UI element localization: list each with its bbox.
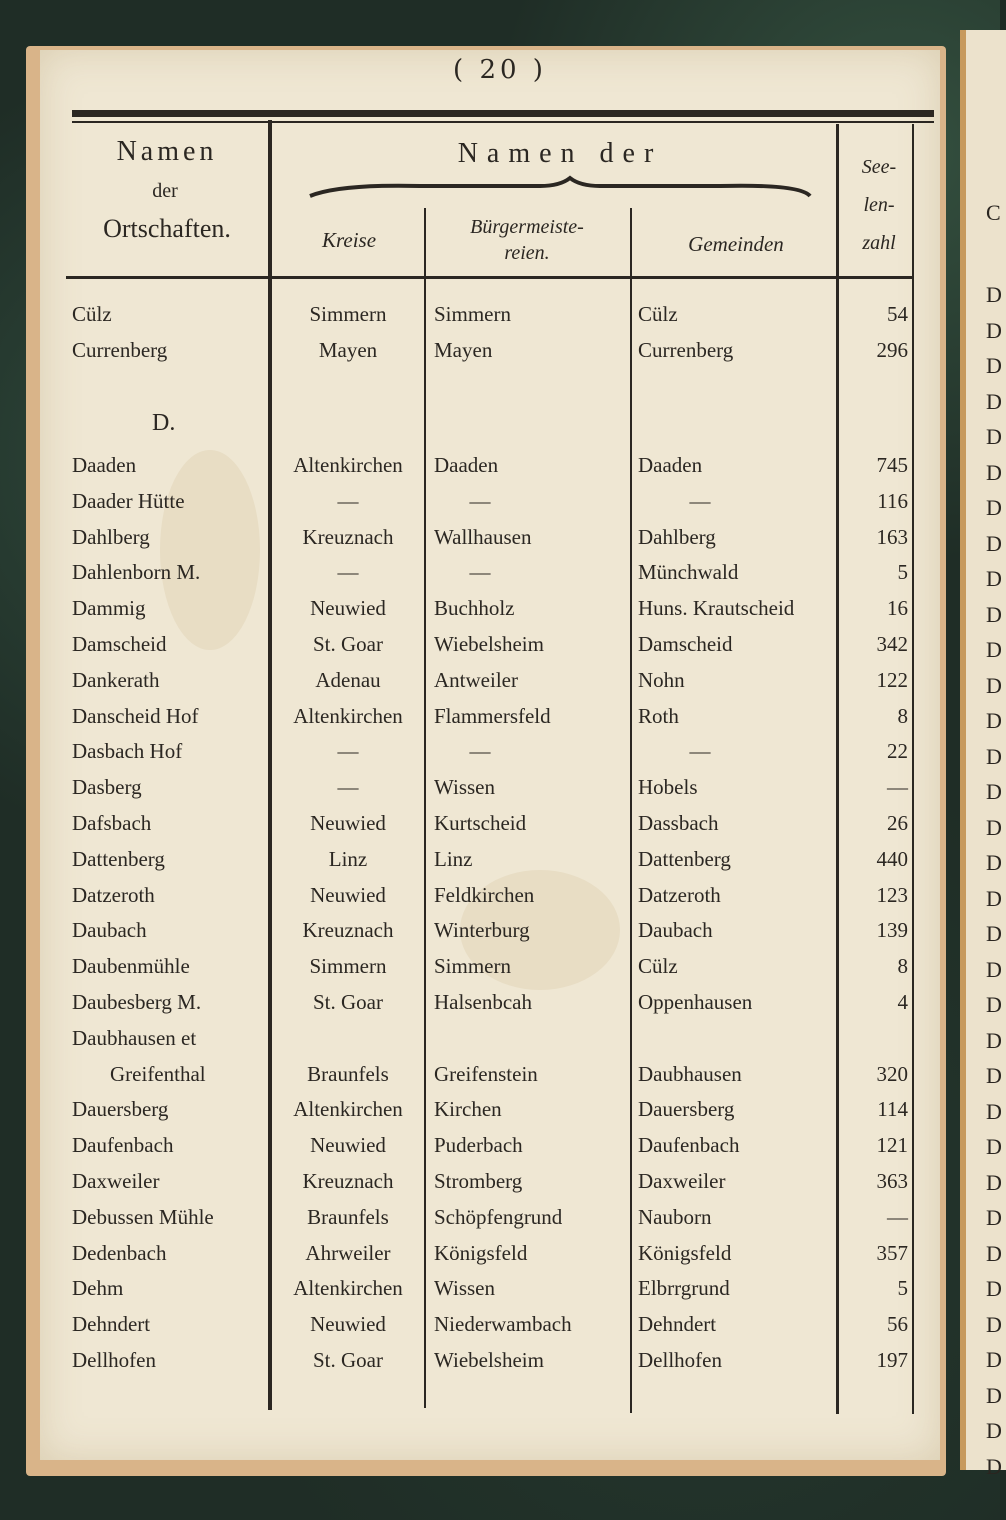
kreis-name: Altenkirchen [293, 1276, 403, 1301]
next-page-letter: D [986, 1134, 1002, 1159]
table-row [0, 332, 908, 368]
table-row [0, 447, 908, 483]
next-page-letter: D [986, 814, 1002, 840]
seelenzahl-value: 4 [897, 990, 908, 1014]
gemeinde-name: Dellhofen [638, 1348, 722, 1372]
seelenzahl-value: 320 [876, 1061, 908, 1086]
seelenzahl-value: 26 [887, 811, 908, 835]
seelenzahl-value: 296 [876, 338, 908, 362]
kreis-name: Linz [328, 846, 368, 871]
kreis-name: Altenkirchen [293, 1097, 403, 1122]
kreis-name: St. Goar [313, 990, 383, 1014]
ortschaft-name: Daaden [72, 453, 137, 477]
gemeinde-name: Hobels [638, 775, 698, 800]
seelenzahl-value: 114 [877, 1097, 908, 1122]
ortschaft-name: Dattenberg [72, 846, 165, 871]
gemeinde-name: Oppenhausen [638, 990, 753, 1014]
ortschaft-name: Dasbach Hof [72, 739, 183, 764]
seelenzahl-value: 116 [877, 488, 908, 513]
buergermeisterei-name: Königsfeld [434, 1240, 528, 1265]
kreis-name: Kreuznach [302, 1169, 394, 1193]
gemeinde-name: Dahlberg [638, 524, 716, 549]
seelenzahl-value: 342 [876, 632, 908, 656]
header-buergermeistereien [430, 214, 624, 266]
buergermeisterei-name: Wissen [434, 1276, 495, 1301]
table-row [0, 662, 908, 698]
seelenzahl-value: 54 [887, 302, 908, 326]
kreis-name: Simmern [309, 954, 387, 979]
seelenzahl-value: 123 [876, 882, 908, 907]
kreis-name: Braunfels [307, 1061, 389, 1086]
ortschaft-name: Greifenthal [110, 1061, 206, 1086]
buergermeisterei-name: Feldkirchen [434, 882, 535, 907]
buergermeisterei-name: Stromberg [434, 1169, 523, 1193]
header-brace [300, 178, 820, 208]
seelenzahl-value: 745 [876, 453, 908, 477]
seelenzahl-value: 16 [887, 596, 908, 621]
seelenzahl-value: 163 [876, 524, 908, 549]
next-page-letter: D [986, 1453, 1002, 1479]
table-row [0, 698, 908, 734]
table-row [0, 1306, 908, 1342]
kreis-name: St. Goar [313, 1348, 383, 1372]
next-page-letter: D [986, 956, 1002, 982]
kreis-name: Neuwied [310, 811, 386, 835]
header-seelenzahl [840, 148, 918, 262]
kreis-name: — [337, 739, 359, 764]
kreis-name: Neuwied [310, 882, 386, 907]
buergermeisterei-name: Winterburg [434, 918, 530, 943]
header-namen: Namen [116, 136, 218, 167]
buergermeisterei-name: Puderbach [434, 1133, 523, 1158]
next-page-letter: D [986, 1205, 1002, 1230]
ortschaft-name: Dellhofen [72, 1348, 156, 1372]
gemeinde-name: Dauersberg [638, 1097, 735, 1122]
buergermeisterei-name: Wiebelsheim [434, 1348, 544, 1372]
buergermeisterei-name: Wiebelsheim [434, 632, 544, 656]
table-row [0, 984, 908, 1020]
next-page-letter: D [986, 850, 1002, 875]
seelenzahl-value: 8 [897, 954, 908, 979]
ortschaft-name: Daubach [72, 918, 147, 943]
kreis-name: — [337, 775, 359, 800]
gemeinde-name: Cülz [638, 954, 678, 979]
gemeinde-name: Daxweiler [638, 1169, 726, 1193]
kreis-name: Mayen [318, 338, 378, 362]
ortschaft-name: Damscheid [72, 632, 167, 656]
table-row [0, 1270, 908, 1306]
table-row [0, 1056, 908, 1092]
ortschaft-name: Dafsbach [72, 811, 152, 835]
gemeinde-name: Cülz [638, 302, 678, 326]
buergermeisterei-name: Antweiler [434, 667, 518, 692]
next-page-letter: D [986, 1169, 1002, 1195]
buergermeisterei-name: Buchholz [434, 596, 515, 621]
buergermeisterei-name: Flammersfeld [434, 703, 551, 728]
seelenzahl-value: 56 [887, 1312, 908, 1337]
ortschaft-name: Dehndert [72, 1312, 151, 1337]
table-row [0, 877, 908, 913]
buergermeisterei-name: Niederwambach [434, 1312, 572, 1337]
ortschaft-name: Dauersberg [72, 1097, 169, 1122]
gemeinde-name: Damscheid [638, 632, 733, 656]
gemeinde-name: Nohn [638, 667, 685, 692]
next-page-letter: D [986, 1027, 1002, 1053]
section-letter: D. [152, 410, 176, 436]
kreis-name: Braunfels [307, 1204, 389, 1229]
ortschaft-name: Datzeroth [72, 882, 155, 907]
next-page-letter: D [986, 388, 1002, 414]
ortschaft-name: Dedenbach [72, 1240, 167, 1265]
next-page-letter: D [986, 530, 1002, 556]
table-row [0, 769, 908, 805]
buergermeisterei-name: Kurtscheid [434, 811, 527, 835]
next-page-letter: D [986, 1276, 1002, 1301]
seelenzahl-value: — [887, 1204, 908, 1229]
header-gemeinden: Gemeinden [688, 232, 784, 256]
ortschaft-name: Dammig [72, 596, 146, 621]
ortschaft-name: Danscheid Hof [72, 703, 199, 728]
ortschaft-name: Daubesberg M. [72, 990, 202, 1014]
kreis-name: Ahrweiler [305, 1240, 391, 1265]
seelenzahl-value: 5 [897, 1276, 908, 1301]
table-row [0, 626, 908, 662]
kreis-name: St. Goar [313, 632, 383, 656]
top-thick-rule [72, 110, 934, 117]
next-page-letter: D [986, 637, 1002, 662]
gemeinde-name: Currenberg [638, 338, 734, 362]
ortschaft-name: Debussen Mühle [72, 1204, 214, 1229]
right-border-rule [912, 124, 914, 1414]
buergermeisterei-name: Halsenbcah [434, 990, 532, 1014]
page-number: ( 20 ) [453, 55, 547, 85]
table-row [0, 483, 908, 519]
ortschaft-name: Daufenbach [72, 1133, 174, 1158]
buergermeisterei-name: Schöpfengrund [434, 1204, 563, 1229]
kreis-name: Kreuznach [302, 524, 394, 549]
seelenzahl-value: 8 [897, 703, 908, 728]
kreis-name: Altenkirchen [293, 453, 403, 477]
buergermeisterei-name: Greifenstein [434, 1061, 538, 1086]
header-kreise: Kreise [321, 228, 377, 252]
buergermeisterei-name: — [469, 739, 491, 764]
table-row [0, 1020, 900, 1056]
gemeinde-name: Dassbach [638, 811, 719, 835]
seelenzahl-value: 363 [876, 1169, 908, 1193]
gemeinde-name: — [689, 488, 711, 513]
buergermeisterei-name: Daaden [434, 453, 499, 477]
seelenzahl-value: 121 [876, 1133, 908, 1158]
next-page-letter: D [986, 317, 1002, 343]
gemeinde-name: Daaden [638, 453, 703, 477]
seelenzahl-value: — [887, 775, 908, 800]
table-row [0, 805, 908, 841]
next-page-letter: D [986, 1063, 1002, 1088]
next-page-letter: D [986, 353, 1002, 378]
gemeinde-name: Elbrrgrund [638, 1276, 730, 1301]
table-row [0, 296, 908, 332]
seelenzahl-value: 122 [876, 667, 908, 692]
table-row [0, 948, 908, 984]
buergermeisterei-name: Simmern [434, 302, 511, 326]
next-page-letter: D [986, 282, 1002, 307]
seelenzahl-value: 357 [876, 1240, 908, 1265]
gemeinde-name: Dehndert [638, 1312, 717, 1337]
next-page-letter: D [986, 601, 1002, 627]
buergermeisterei-name: Wissen [434, 775, 495, 800]
table-row [0, 1235, 908, 1271]
buergermeisterei-name: — [469, 488, 491, 513]
table-row [0, 1127, 908, 1163]
gemeinde-name: Datzeroth [638, 882, 721, 907]
next-page-letter: D [986, 992, 1002, 1017]
top-thin-rule [72, 121, 934, 123]
kreis-name: Adenau [315, 667, 381, 692]
table-row [0, 554, 908, 590]
kreis-name: Neuwied [310, 596, 386, 621]
section-heading-row [0, 405, 900, 441]
seelenzahl-value: 5 [897, 560, 908, 585]
seelenzahl-value: 139 [876, 918, 908, 943]
gemeinde-name: Daubach [638, 918, 713, 943]
header-der: der [152, 180, 178, 202]
table-row [0, 912, 908, 948]
buergermeisterei-name: Kirchen [434, 1097, 502, 1122]
seelenzahl-value: 440 [876, 846, 908, 871]
header-ortschaften: Ortschaften. [103, 214, 231, 243]
gemeinde-name: Huns. Krautscheid [638, 596, 795, 621]
header-bm-line2: reien. [504, 242, 550, 264]
ortschaft-name: Daxweiler [72, 1169, 160, 1193]
gemeinde-name: Roth [638, 703, 679, 728]
header-group-label: Namen der [457, 138, 663, 169]
ortschaft-name: Daader Hütte [72, 488, 185, 513]
ortschaft-name: Currenberg [72, 338, 168, 362]
buergermeisterei-name: Simmern [434, 954, 511, 979]
next-page-letter: D [986, 743, 1002, 769]
table-row [0, 1199, 908, 1235]
next-page-letter: D [986, 424, 1002, 449]
table-row [0, 1163, 908, 1199]
ortschaft-name: Dahlberg [72, 524, 150, 549]
gemeinde-name: Königsfeld [638, 1240, 732, 1265]
buergermeisterei-name: — [469, 560, 491, 585]
next-page-letter: D [986, 921, 1002, 946]
table-row [0, 1342, 908, 1378]
table-row [0, 733, 908, 769]
buergermeisterei-name: Mayen [434, 338, 493, 362]
next-page-letter: D [986, 672, 1002, 698]
table-row [0, 1091, 908, 1127]
kreis-name: Neuwied [310, 1312, 386, 1337]
gemeinde-name: — [689, 739, 711, 764]
seelenzahl-value: 197 [876, 1348, 908, 1372]
kreis-name: — [337, 488, 359, 513]
next-page-letter: D [986, 1418, 1002, 1443]
table-row [0, 590, 908, 626]
kreis-name: — [337, 560, 359, 585]
next-page-letter: D [986, 708, 1002, 733]
next-page-letter: D [986, 1311, 1002, 1337]
ortschaft-name: Daubenmühle [72, 954, 190, 979]
next-page-letter: D [986, 1098, 1002, 1124]
seelenzahl-value: 22 [887, 739, 908, 764]
next-page-letter: C [986, 200, 1001, 225]
table-row [0, 841, 908, 877]
next-page-letter: D [986, 1347, 1002, 1372]
gemeinde-name: Daubhausen [638, 1061, 742, 1086]
gemeinde-name: Daufenbach [638, 1133, 740, 1158]
kreis-name: Simmern [309, 302, 387, 326]
gemeinde-name: Dattenberg [638, 846, 731, 871]
table-row [0, 519, 908, 555]
next-page-letter: D [986, 885, 1002, 911]
header-seelen-line1: See- [861, 156, 897, 178]
ortschaft-name: Daubhausen et [72, 1025, 197, 1050]
ortschaft-name: Dehm [72, 1276, 124, 1301]
header-seelen-line2: len- [863, 194, 895, 216]
gemeinde-name: Nauborn [638, 1204, 712, 1229]
next-page-letter: D [986, 459, 1002, 485]
ortschaft-name: Cülz [72, 302, 112, 326]
header-seelen-line3: zahl [862, 232, 896, 254]
ortschaft-name: Dankerath [72, 667, 160, 692]
next-page-letter: D [986, 779, 1002, 804]
ortschaft-name: Dasberg [72, 775, 142, 800]
kreis-name: Altenkirchen [293, 703, 403, 728]
kreis-name: Kreuznach [302, 918, 394, 943]
next-page-letter: D [986, 566, 1002, 591]
next-page-letter: D [986, 1382, 1002, 1408]
next-page-letter: D [986, 1240, 1002, 1266]
gemeinde-name: Münchwald [638, 560, 739, 585]
header-bottom-rule [66, 276, 914, 279]
buergermeisterei-name: Linz [434, 846, 473, 871]
next-page-letter: D [986, 495, 1002, 520]
kreis-name: Neuwied [310, 1133, 386, 1158]
header-bm-line1: Bürgermeiste- [470, 216, 584, 238]
buergermeisterei-name: Wallhausen [434, 524, 532, 549]
ortschaft-name: Dahlenborn M. [72, 560, 201, 585]
